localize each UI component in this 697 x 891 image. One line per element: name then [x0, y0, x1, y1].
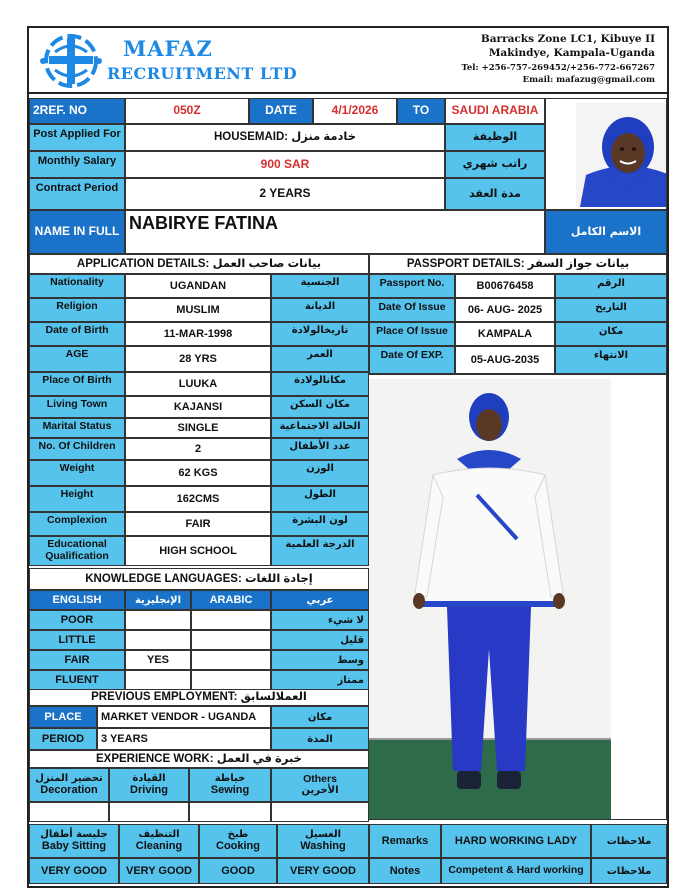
skill-col-text: Cooking	[216, 840, 260, 853]
skill-col-text: Washing	[300, 840, 346, 853]
application-row-ar: الديانة	[271, 298, 369, 322]
salary-value: 900 SAR	[125, 151, 445, 178]
skill-col-text: التنظيف	[138, 829, 180, 841]
portrait-photo	[576, 103, 667, 207]
skill-col-header	[199, 824, 277, 858]
experience-col-value	[189, 802, 271, 822]
application-row-value: UGANDAN	[125, 274, 271, 298]
application-row-ar: الحالة الاجتماعية	[271, 418, 369, 438]
date-value: 4/1/2026	[313, 98, 397, 124]
skill-rating: VERY GOOD	[119, 858, 199, 884]
notes-label: Notes	[369, 858, 441, 884]
salary-ar: راتب شهري	[445, 151, 545, 178]
post-value: HOUSEMAID: خادمة منزل	[125, 124, 445, 151]
passport-row-value: 05-AUG-2035	[455, 346, 555, 374]
application-row-ar: الدرجة العلمية	[271, 536, 369, 566]
application-heading: APPLICATION DETAILS: بيانات صاحب العمل	[29, 254, 369, 274]
application-row-label: Living Town	[29, 396, 125, 418]
experience-col-text: Sewing	[210, 784, 250, 797]
application-row-label: Place Of Birth	[29, 372, 125, 396]
salary-label: Monthly Salary	[29, 151, 125, 178]
skill-col-header	[119, 824, 199, 858]
application-row-value: 2	[125, 438, 271, 460]
full-body-photo	[369, 379, 611, 819]
application-row-label: Height	[29, 486, 125, 512]
passport-row-value: KAMPALA	[455, 322, 555, 346]
remarks-value: HARD WORKING LADY	[441, 824, 591, 858]
application-row-value: SINGLE	[125, 418, 271, 438]
language-arabic-value	[191, 630, 271, 650]
experience-col-value	[109, 802, 189, 822]
language-arabic-value	[191, 670, 271, 690]
experience-col-text: القيادة	[132, 773, 166, 785]
address-line-2: Makindye, Kampala-Uganda	[488, 47, 655, 59]
skill-col-text: Cleaning	[135, 840, 183, 853]
language-level-label: FAIR	[29, 650, 125, 670]
application-row-value: 62 KGS	[125, 460, 271, 486]
period-label: PERIOD	[29, 728, 97, 750]
passport-row-value: B00676458	[455, 274, 555, 298]
experience-col-text: Others	[303, 772, 337, 785]
english-header: ENGLISH	[29, 590, 125, 610]
passport-row-label: Place Of Issue	[369, 322, 455, 346]
contract-label: Contract Period	[29, 178, 125, 210]
application-row-ar: مكان السكن	[271, 396, 369, 418]
experience-col-text: تحضير المنزل	[35, 773, 103, 785]
application-row-ar: الجنسية	[271, 274, 369, 298]
full-photo-frame	[369, 374, 667, 820]
passport-row-label: Passport No.	[369, 274, 455, 298]
skill-rating: VERY GOOD	[277, 858, 369, 884]
ref-value: 050Z	[125, 98, 249, 124]
skill-col-header	[29, 824, 119, 858]
skill-col-text: Baby Sitting	[41, 840, 107, 853]
language-level-ar: ممتاز	[271, 670, 369, 690]
name-ar: الاسم الكامل	[545, 210, 667, 254]
experience-col-text: Decoration	[40, 784, 98, 797]
passport-row-value: 06- AUG- 2025	[455, 298, 555, 322]
experience-col-text: الأخرين	[301, 785, 339, 797]
language-level-ar: وسط	[271, 650, 369, 670]
experience-col-value	[29, 802, 109, 822]
skill-col-text: طبخ	[227, 829, 249, 841]
language-level-label: POOR	[29, 610, 125, 630]
date-label: DATE	[249, 98, 313, 124]
email: Email: mafazug@gmail.com	[522, 75, 655, 85]
passport-row-ar: مكان	[555, 322, 667, 346]
application-row-value: MUSLIM	[125, 298, 271, 322]
period-value: 3 YEARS	[97, 728, 271, 750]
experience-col-text: Driving	[130, 784, 168, 797]
to-value: SAUDI ARABIA	[445, 98, 545, 124]
passport-row-ar: الرقم	[555, 274, 667, 298]
brand-name: MAFAZ	[123, 36, 213, 61]
application-row-value: 11-MAR-1998	[125, 322, 271, 346]
skill-rating: VERY GOOD	[29, 858, 119, 884]
arabic-header: ARABIC	[191, 590, 271, 610]
application-row-value: 162CMS	[125, 486, 271, 512]
application-row-label: Complexion	[29, 512, 125, 536]
ref-label: 2REF. NO	[29, 98, 125, 124]
notes-ar: ملاحظات	[591, 858, 667, 884]
name-label: NAME IN FULL	[29, 210, 125, 254]
post-ar: الوظيفة	[445, 124, 545, 151]
language-english-value	[125, 610, 191, 630]
application-row-value: LUUKA	[125, 372, 271, 396]
notes-value: Competent & Hard working	[441, 858, 591, 884]
arabic-header-ar: عربي	[271, 590, 369, 610]
english-header-ar: الإنجليزية	[125, 590, 191, 610]
experience-col-header	[109, 768, 189, 802]
place-value: MARKET VENDOR - UGANDA	[97, 706, 271, 728]
passport-row-ar: التاريخ	[555, 298, 667, 322]
language-level-ar: قليل	[271, 630, 369, 650]
experience-col-value	[271, 802, 369, 822]
experience-col-text: خياطة	[214, 773, 246, 785]
language-level-label: FLUENT	[29, 670, 125, 690]
portrait-frame	[545, 98, 667, 210]
contract-ar: مدة العقد	[445, 178, 545, 210]
application-row-value: HIGH SCHOOL	[125, 536, 271, 566]
skill-col-text: الغسيل	[304, 829, 341, 841]
application-row-label: Nationality	[29, 274, 125, 298]
application-row-ar: العمر	[271, 346, 369, 372]
application-row-value: KAJANSI	[125, 396, 271, 418]
application-row-ar: تاريخالولادة	[271, 322, 369, 346]
to-label: TO	[397, 98, 445, 124]
application-row-value: FAIR	[125, 512, 271, 536]
application-row-ar: عدد الأطفال	[271, 438, 369, 460]
previous-heading: PREVIOUS EMPLOYMENT: العملالسابق	[29, 688, 369, 706]
application-row-label: Religion	[29, 298, 125, 322]
period-ar: المدة	[271, 728, 369, 750]
language-level-label: LITTLE	[29, 630, 125, 650]
experience-col-header	[29, 768, 109, 802]
skill-rating: GOOD	[199, 858, 277, 884]
application-row-label: AGE	[29, 346, 125, 372]
brand-subtitle: RECRUITMENT LTD	[107, 64, 298, 83]
passport-heading: PASSPORT DETAILS: بيانات جواز السفر	[369, 254, 667, 274]
application-row-label: Marital Status	[29, 418, 125, 438]
application-row-label: Weight	[29, 460, 125, 486]
letterhead	[29, 28, 667, 94]
remarks-ar: ملاحظات	[591, 824, 667, 858]
application-row-ar: لون البشرة	[271, 512, 369, 536]
application-row-label: Date of Birth	[29, 322, 125, 346]
post-label: Post Applied For	[29, 124, 125, 151]
language-arabic-value	[191, 610, 271, 630]
experience-col-header	[271, 768, 369, 802]
place-ar: مكان	[271, 706, 369, 728]
company-logo	[37, 32, 105, 90]
passport-row-label: Date Of Issue	[369, 298, 455, 322]
passport-row-ar: الانتهاء	[555, 346, 667, 374]
language-english-value	[125, 630, 191, 650]
experience-heading: EXPERIENCE WORK: خبرة في العمل	[29, 750, 369, 768]
language-arabic-value	[191, 650, 271, 670]
application-row-ar: مكانالولادة	[271, 372, 369, 396]
contract-value: 2 YEARS	[125, 178, 445, 210]
skill-col-header	[277, 824, 369, 858]
application-row-value: 28 YRS	[125, 346, 271, 372]
skill-col-text: جليسة أطفال	[40, 829, 108, 841]
language-english-value: YES	[125, 650, 191, 670]
language-english-value	[125, 670, 191, 690]
address-line-1: Barracks Zone LC1, Kibuye II	[480, 33, 655, 45]
application-row-label: Educational Qualification	[29, 536, 125, 566]
company-address	[462, 32, 656, 86]
application-row-ar: الطول	[271, 486, 369, 512]
application-row-label: No. Of Children	[29, 438, 125, 460]
place-label: PLACE	[29, 706, 97, 728]
languages-heading: KNOWLEDGE LANGUAGES: إجادة اللغات	[29, 568, 369, 590]
application-row-ar: الوزن	[271, 460, 369, 486]
remarks-label: Remarks	[369, 824, 441, 858]
cv-sheet	[27, 26, 669, 888]
language-level-ar: لا شيء	[271, 610, 369, 630]
experience-col-header	[189, 768, 271, 802]
telephone: Tel: +256-757-269452/+256-772-667267	[461, 63, 655, 73]
full-name: NABIRYE FATINA	[125, 210, 545, 254]
passport-row-label: Date Of EXP.	[369, 346, 455, 374]
